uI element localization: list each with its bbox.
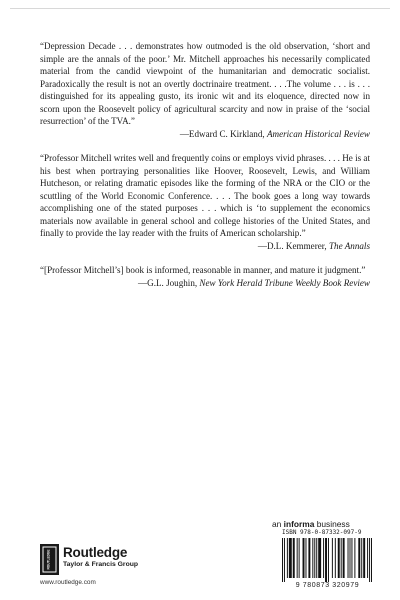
barcode-bar	[371, 538, 372, 582]
review-1-attribution	[40, 128, 370, 141]
review-3-author: —G.L. Joughin,	[138, 277, 200, 288]
barcode-bar	[335, 538, 336, 578]
review-quotes	[40, 40, 370, 301]
publisher-group: Taylor & Francis Group	[63, 561, 139, 568]
barcode-bar	[316, 538, 317, 578]
review-2-source: The Annals	[328, 240, 370, 251]
barcode-bar	[348, 538, 349, 578]
isbn-label: ISBN 978-0-87332-097-9	[282, 529, 362, 536]
barcode-bar	[303, 538, 305, 578]
barcode-bar	[293, 538, 295, 578]
barcode-bar	[367, 538, 368, 578]
review-2-author: —D.L. Kemmerer,	[257, 240, 329, 251]
routledge-logo	[40, 544, 160, 589]
barcode-bar	[318, 538, 321, 578]
review-1-source: American Historical Review	[266, 128, 370, 139]
barcode-bar	[314, 538, 315, 578]
review-2	[40, 152, 370, 252]
top-divider	[10, 8, 390, 9]
barcode-bar	[354, 538, 355, 578]
barcode-icon	[282, 538, 372, 582]
informa-business-label	[272, 519, 350, 529]
barcode-bar	[325, 538, 327, 582]
barcode-bar	[341, 538, 342, 578]
informa-brand: informa	[283, 519, 315, 529]
barcode-bar	[323, 538, 324, 578]
barcode-bar	[332, 538, 333, 578]
barcode-bar	[289, 538, 292, 578]
routledge-mark-text: ROUTLEDGE	[46, 549, 51, 570]
informa-prefix: an	[272, 519, 284, 529]
review-1-author: —Edward C. Kirkland,	[179, 128, 267, 139]
review-1-quote: “Depression Decade . . . demonstrates how outmoded is the old observation, ‘short and simple are the annals of the poor.’ Mr. Mitchell approaches his necessarily complicated material from the candid viewpoint of the humanitarian and democratic socialist. Paradoxically the result is not an overtly doctrinaire treatment. . . .The volume . . . is . . . distinguished for its appealing gusto, its ironic wit and its eloquence, directed now in scorn upon the Roosevelt policy of agricultural scarcity and now in praise of the ‘social resurrection’ of the TVA.”	[40, 41, 370, 126]
barcode-bar	[338, 538, 340, 578]
isbn-barcode-block	[280, 529, 375, 593]
barcode-bar	[369, 538, 370, 582]
review-2-attribution	[40, 240, 370, 253]
barcode-bar	[351, 538, 352, 578]
review-3-source: New York Herald Tribune Weekly Book Review	[199, 277, 370, 288]
barcode-bar	[343, 538, 345, 578]
review-2-quote: “Professor Mitchell writes well and frequently coins or employs vivid phrases. . . . He is at his best when portraying personalities like Hoover, Roosevelt, Lewis, and William Hutcheson, or relating dramatic episodes like the forming of the NRA or the CIO or the scuttling of the World Economic Conference. . . . The book goes a long way towards accomplishing one of the stated purposes . . . which is ‘to supplement the economics materials now available in general school and college histories of the United States, and finally to provide the lay reader with the fruits of American scholarship.”	[40, 153, 370, 238]
informa-suffix: business	[314, 519, 350, 529]
barcode-number: 9 780873 320979	[295, 582, 360, 589]
barcode-bar	[297, 538, 298, 578]
barcode-bar	[350, 538, 351, 578]
review-3	[40, 264, 370, 289]
barcode-bar	[282, 538, 283, 582]
review-1	[40, 40, 370, 140]
barcode-bar	[299, 538, 300, 578]
routledge-mark-icon	[40, 544, 59, 575]
review-3-attribution	[40, 277, 370, 290]
barcode-bar	[363, 538, 365, 578]
review-3-quote: “[Professor Mitchell’s] book is informed, reasonable in manner, and mature it judgment.”	[40, 265, 366, 275]
publisher-name: Routledge	[63, 545, 128, 560]
barcode-bar	[312, 538, 313, 578]
barcode-bar	[305, 538, 306, 578]
barcode-bar	[287, 538, 288, 578]
barcode-bar	[358, 538, 360, 578]
barcode-bar	[361, 538, 362, 578]
barcode-bar	[308, 538, 310, 578]
barcode-bar	[328, 538, 329, 582]
barcode-bar	[284, 538, 285, 582]
publisher-url: www.routledge.com	[40, 579, 96, 586]
